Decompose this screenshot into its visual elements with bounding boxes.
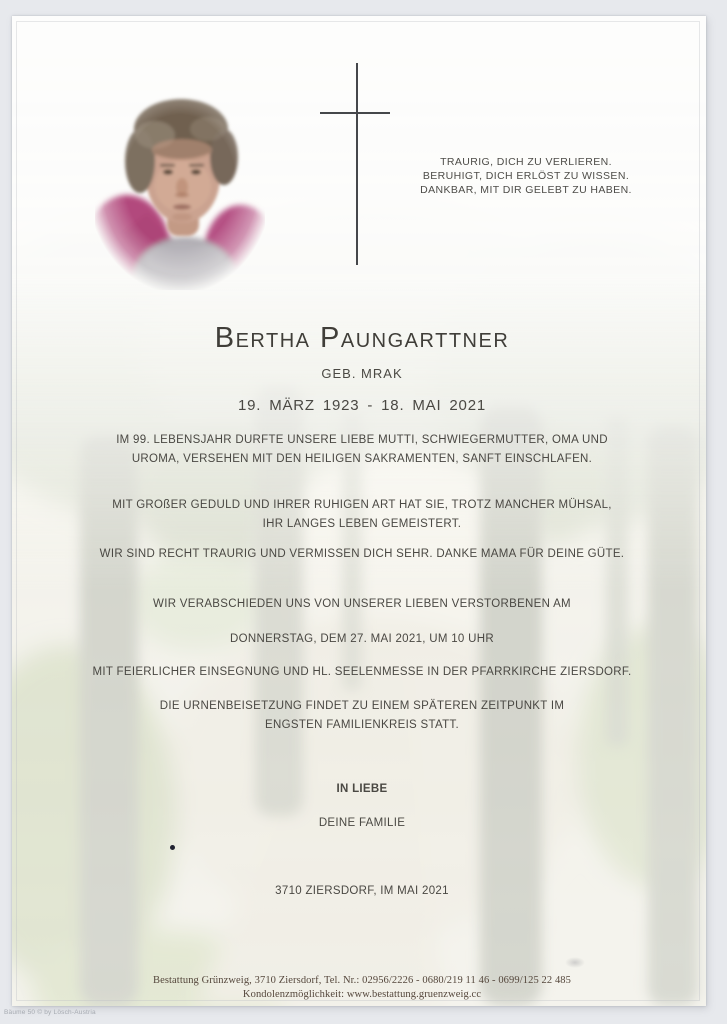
urn-notice-line-2: ENGSTEN FAMILIENKREIS STATT.	[265, 719, 459, 731]
closing-signature: DEINE FAMILIE	[318, 817, 406, 829]
tribute-paragraph	[32, 496, 692, 534]
passing-line-2: UROMA, VERSEHEN MIT DEN HEILIGEN SAKRAMENTEN, SANFT EINSCHLAFEN.	[131, 453, 593, 465]
life-dates: 19. MÄRZ 1923 - 18. MAI 2021	[237, 397, 486, 414]
cross-vertical-bar	[356, 63, 358, 265]
urn-notice	[32, 697, 692, 735]
passing-paragraph	[32, 431, 692, 469]
cross-horizontal-bar	[320, 112, 390, 114]
verse-line-3: DANKBAR, MIT DIR GELEBT ZU HABEN.	[420, 184, 632, 196]
funeral-home-footer	[32, 974, 692, 1001]
verse-line-2: BERUHIGT, DICH ERLÖST ZU WISSEN.	[422, 170, 630, 182]
tribute-line-2: IHR LANGES LEBEN GEMEISTERT.	[262, 518, 462, 530]
place-and-date: 3710 ZIERSDORF, IM MAI 2021	[275, 885, 449, 897]
maiden-name: GEB. MRAK	[321, 366, 403, 381]
footer-condolence-line: Kondolenzmöglichkeit: www.bestattung.gruenzweig.cc	[242, 988, 482, 1000]
background-print-copyright: Bäume 50 © by Lösch-Austria	[4, 1009, 96, 1016]
verse-line-1: TRAURIG, DICH ZU VERLIEREN.	[440, 156, 612, 168]
scan-smudge	[565, 957, 585, 968]
footer-contact-line: Bestattung Grünzweig, 3710 Ziersdorf, Tel. Nr.: 02956/2226 - 0680/219 11 46 - 0699/125 22 485	[152, 975, 572, 986]
portrait-photo	[95, 85, 265, 290]
deceased-name: Bertha Paungarttner	[214, 322, 510, 354]
memorial-verse	[376, 155, 676, 197]
ink-speck	[170, 845, 175, 850]
farewell-intro: WIR VERABSCHIEDEN UNS VON UNSERER LIEBEN VERSTORBENEN AM	[153, 598, 571, 610]
tribute-line-1: MIT GROßER GEDULD UND IHRER RUHIGEN ART HAT SIE, TROTZ MANCHER MÜHSAL,	[112, 499, 612, 511]
closing-salutation: IN LIEBE	[336, 783, 388, 795]
urn-notice-line-1: DIE URNENBEISETZUNG FINDET ZU EINEM SPÄTEREN ZEITPUNKT IM	[159, 700, 565, 712]
funeral-datetime: DONNERSTAG, DEM 27. MAI 2021, UM 10 UHR	[230, 633, 494, 645]
service-details: MIT FEIERLICHER EINSEGNUNG UND HL. SEELENMESSE IN DER PFARRKIRCHE ZIERSDORF.	[92, 666, 632, 678]
passing-line-1: IM 99. LEBENSJAHR DURFTE UNSERE LIEBE MUTTI, SCHWIEGERMUTTER, OMA UND	[116, 434, 608, 446]
memorial-card	[12, 16, 706, 1006]
mourning-line: WIR SIND RECHT TRAURIG UND VERMISSEN DICH SEHR. DANKE MAMA FÜR DEINE GÜTE.	[99, 548, 625, 560]
